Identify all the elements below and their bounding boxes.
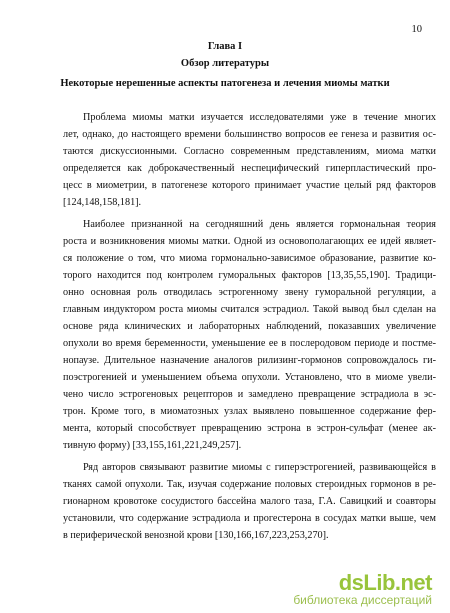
text-line: цесс в миометрии, в патогенезе которого принимает участие целый ряд факторов <box>63 180 436 191</box>
text-line: мента, который способствует превращению эстрона в эстрон-сульфат (менее ак- <box>63 423 436 434</box>
subsection-title: Некоторые нерешенные аспекты патогенеза и лечения миомы матки <box>60 78 390 89</box>
text-line: главным индуктором роста миомы считался эстрадиол. Такой вывод был сделан на <box>63 304 436 315</box>
text-line: опухоли во время беременности, уменьшение ее в послеродовом периоде и постме- <box>63 338 436 349</box>
watermark-tagline: библиотека диссертаций <box>293 593 432 607</box>
text-line: трон. Кроме того, в миоматозных узлах выявлено повышенное содержание фер- <box>63 406 436 417</box>
text-line: гионарном кровотоке сосудистого бассейна малого таза, Г.А. Савицкий и соавторы <box>63 496 436 507</box>
text-line: установили, что содержание эстрадиола и прогестерона в сосудах матки выше, чем <box>63 513 436 524</box>
text-line: торого находится под контролем гуморальных факторов [13,35,55,190]. Традици- <box>63 270 436 281</box>
text-line: Проблема миомы матки изучается исследователями уже в течение многих <box>83 112 436 123</box>
text-line: [124,148,158,181]. <box>63 197 142 208</box>
text-line: в периферической венозной крови [130,166,167,223,253,270]. <box>63 530 329 541</box>
paragraph-3 <box>63 459 436 544</box>
text-line: Ряд авторов связывают развитие миомы с гиперэстрогенией, развивающейся в <box>83 462 436 473</box>
text-line: лет, однако, до настоящего времени большинство вопросов ее генеза и развития ос- <box>63 129 436 140</box>
chapter-title: Глава I <box>207 41 243 52</box>
text-line: роста и возникновения миомы матки. Одной из основополагающих ее идей являет- <box>63 236 436 247</box>
text-line: основе ряда клинических и лабораторных наблюдений, показавших увеличение <box>63 321 436 332</box>
text-line: ся положение о том, что миома гормонально-зависимое образование, развитие ко- <box>63 253 436 264</box>
text-line: таются дискуссионными. Согласно современным представлениям, миома матки <box>63 146 436 157</box>
text-line: поэстрогенией и уменьшением объема опухоли. Установлено, что в миоме увели- <box>63 372 436 383</box>
page-number: 10 <box>411 24 422 35</box>
text-line: определяется как доброкачественный неспецифический гиперпластический про- <box>63 163 436 174</box>
section-title: Обзор литературы <box>180 58 270 69</box>
text-line: тканях самой опухоли. Так, изучая содержание половых стероидных гормонов в ре- <box>63 479 436 490</box>
text-line: нопаузе. Длительное назначение аналогов рилизинг-гормонов сопровождалось ги- <box>63 355 436 366</box>
paragraph-2 <box>63 216 436 454</box>
text-line: Наиболее признанной на сегодняшний день является гормональная теория <box>83 219 436 230</box>
watermark-logo: dsLib.net <box>338 570 432 595</box>
text-line: онно основная роль отводилась эстрогенному звену гуморальной регуляции, а <box>63 287 436 298</box>
paragraph-1 <box>63 109 436 211</box>
text-line: тивную форму) [33,155,161,221,249,257]. <box>63 440 242 451</box>
text-line: чено число эстрогеновых рецепторов и замедлено превращение эстрадиола в эс- <box>63 389 436 400</box>
watermark <box>293 570 432 607</box>
